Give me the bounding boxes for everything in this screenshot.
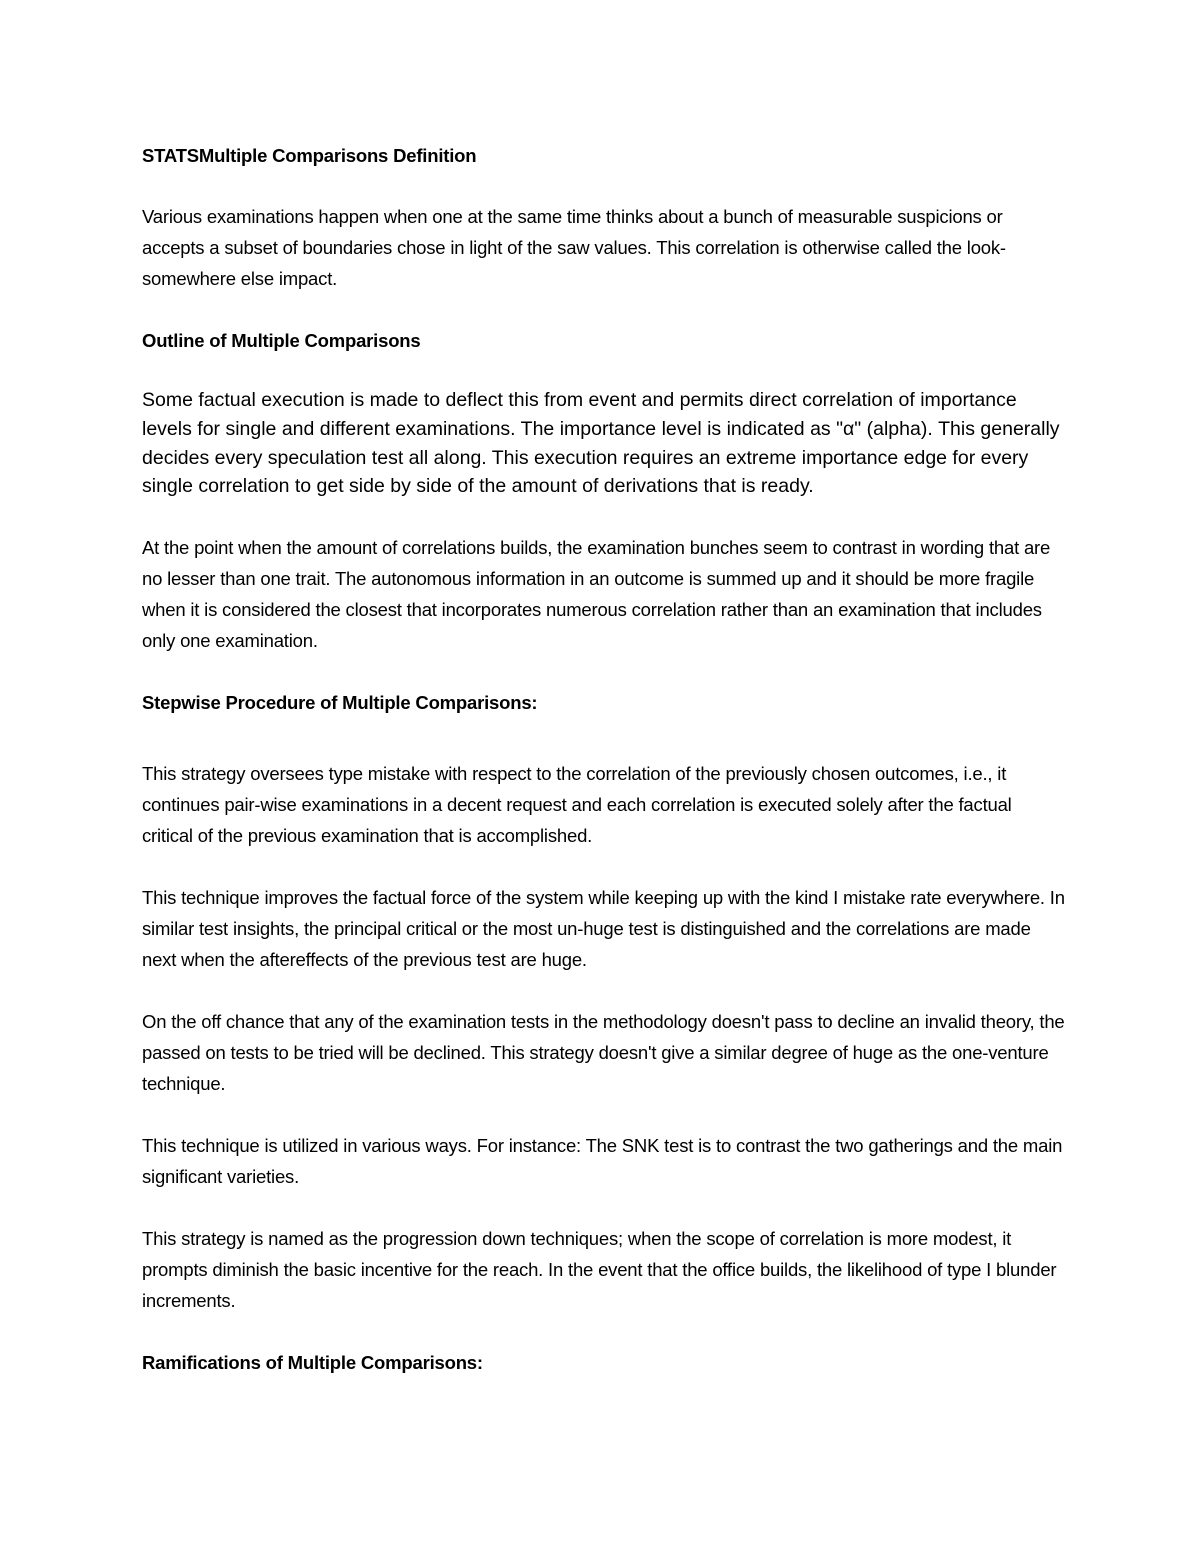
- stepwise-paragraph-4: This technique is utilized in various ways. For instance: The SNK test is to contrast the two gatherings and the main significant varieties.: [142, 1135, 1063, 1188]
- outline-heading: Outline of Multiple Comparisons: [142, 330, 421, 351]
- stepwise-heading: Stepwise Procedure of Multiple Comparisons:: [142, 692, 538, 714]
- stepwise-paragraph-5: This strategy is named as the progression down techniques; when the scope of correlation is more modest, it prompts diminish the basic incentive for the reach. In the event that the office builds, the likelihood of type I blunder increments.: [142, 1228, 1057, 1312]
- stepwise-paragraph-2: This technique improves the factual force of the system while keeping up with the kind I mistake rate everywhere. In similar test insights, the principal critical or the most un-huge test is distinguished and the correlations are made next when the aftereffects of the previous test are huge.: [142, 887, 1065, 971]
- stepwise-paragraph-3: On the off chance that any of the examination tests in the methodology doesn't pass to decline an invalid theory, the passed on tests to be tried will be declined. This strategy doesn't give a similar degree of huge as the one-venture technique.: [142, 1011, 1065, 1095]
- outline-paragraph-2: At the point when the amount of correlations builds, the examination bunches seem to contrast in wording that are no lesser than one trait. The autonomous information in an outcome is summed up and it should be more fragile when it is considered the closest that incorporates numerous correlation rather than an examination that includes only one examination.: [142, 537, 1051, 652]
- stepwise-paragraph-1: This strategy oversees type mistake with respect to the correlation of the previously chosen outcomes, i.e., it continues pair-wise examinations in a decent request and each correlation is executed solely after the factual critical of the previous examination that is accomplished.: [142, 763, 1012, 847]
- document-title: STATSMultiple Comparisons Definition: [142, 145, 477, 166]
- document-page: [142, 140, 1067, 1378]
- ramifications-heading: Ramifications of Multiple Comparisons:: [142, 1352, 483, 1374]
- outline-paragraph-1: Some factual execution is made to deflect this from event and permits direct correlation of importance levels for single and different examinations. The importance level is indicated as "α" (alpha). This generally decides every speculation test all along. This execution requires an extreme importance edge for every single correlation to get side by side of the amount of derivations that is ready.: [142, 389, 1060, 498]
- intro-paragraph: Various examinations happen when one at the same time thinks about a bunch of measurable suspicions or accepts a subset of boundaries chose in light of the saw values. This correlation is otherwise called the look-somewhere else impact.: [142, 206, 1006, 289]
